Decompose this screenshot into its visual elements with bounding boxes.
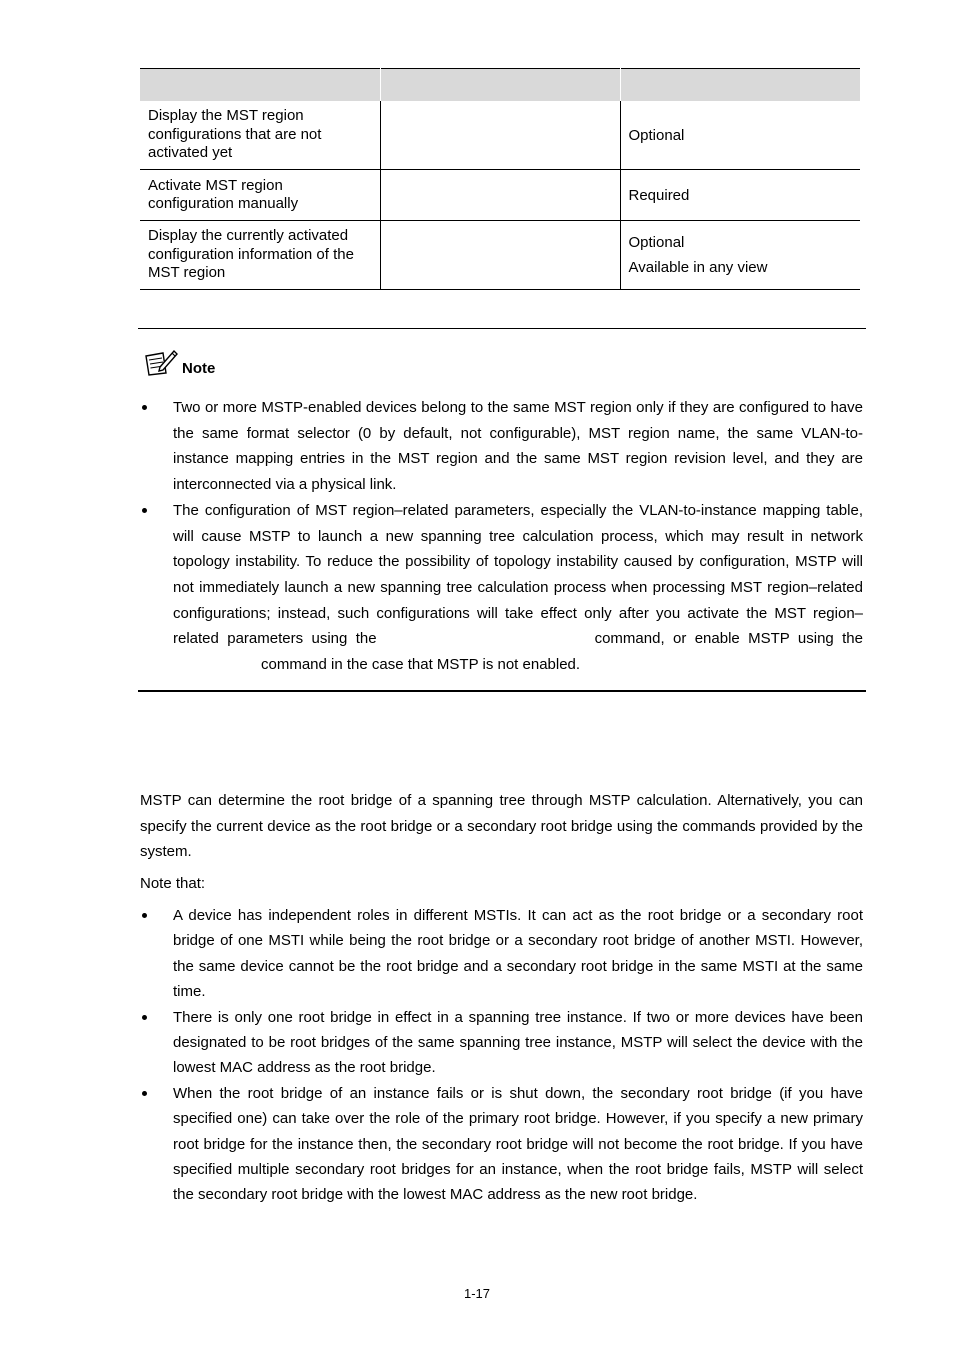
table-header-row <box>140 69 860 102</box>
remark-line: Optional <box>628 234 685 251</box>
table-cell-remarks <box>620 170 860 221</box>
list-item <box>140 395 863 498</box>
list-item: There is only one root bridge in effect in a spanning tree instance. If two or more devices have been designated to be root bridges of the same spanning tree instance, MSTP will select the device with the lowest MAC address as the root bridge. <box>140 1005 863 1081</box>
config-table <box>140 68 861 290</box>
table-header-command <box>380 69 620 102</box>
table-header-remarks <box>620 69 860 102</box>
list-item <box>140 498 863 678</box>
note-text: command, or enable MSTP using the <box>594 630 863 648</box>
remark-line: Required <box>628 186 690 204</box>
note-pencil-icon <box>143 347 179 377</box>
note-label: Note <box>182 360 216 377</box>
note-text: Two or more MSTP-enabled devices belong to the same MST region only if they are configured to have the same format selector (0 by default, not configurable), MST region name, the same VLAN-to-instance mapping entries in the MST region and the same MST region revision level, and they are interconnected via a physical link. <box>173 399 863 494</box>
table-cell-remarks <box>620 221 860 290</box>
note-top-rule <box>138 328 866 329</box>
table-row <box>140 170 860 221</box>
table-cell-operation: Display the MST region configurations that are not activated yet <box>140 101 380 170</box>
table-cell-operation: Activate MST region configuration manually <box>140 170 380 221</box>
table-cell-remarks <box>620 101 860 170</box>
note-text: command in the case that MSTP is not enabled. <box>261 656 581 674</box>
list-item: When the root bridge of an instance fails or is shut down, the secondary root bridge (if you have specified one) can take over the role of the primary root bridge. However, if you specify a new primary root bridge for the instance then, the secondary root bridge will not become the root bridge. If you have specified multiple secondary root bridges for an instance, when the root bridge fails, MSTP will select the secondary root bridge with the lowest MAC address as the new root bridge. <box>140 1081 863 1208</box>
table-cell-command <box>380 101 620 170</box>
root-bridge-notes-list <box>140 903 863 1208</box>
table-cell-command <box>380 221 620 290</box>
note-list <box>140 395 863 678</box>
remark-line: Optional <box>628 126 685 144</box>
note-bottom-rule <box>138 690 866 692</box>
table-cell-operation: Display the currently activated configuration information of the MST region <box>140 221 380 290</box>
table-row <box>140 221 860 290</box>
note-that-paragraph: Note that: <box>140 875 206 892</box>
table-row <box>140 101 860 170</box>
note-text: The configuration of MST region–related parameters, especially the VLAN-to-instance mapping table, will cause MSTP to launch a new spanning tree calculation process, which may result in network topology instability. To reduce the possibility of topology instability caused by configuration, MSTP will not immediately launch a new spanning tree calculation process when processing MST region–related configurations; instead, such configurations will take effect only after you activate the MST region–related parameters using the <box>173 501 863 648</box>
table-cell-command <box>380 170 620 221</box>
page-number: 1-17 <box>463 1286 491 1301</box>
intro-paragraph: MSTP can determine the root bridge of a spanning tree through MSTP calculation. Alternatively, you can specify the current device as the root bridge or a secondary root bridge using the commands provided by the system. <box>140 792 863 861</box>
list-item: A device has independent roles in different MSTIs. It can act as the root bridge or a secondary root bridge of one MSTI while being the root bridge or a secondary root bridge of another MSTI. However, the same device cannot be the root bridge and a secondary root bridge in the same MSTI at the same time. <box>140 903 863 1005</box>
remark-line: Available in any view <box>628 259 768 276</box>
table-header-operation <box>140 69 380 102</box>
